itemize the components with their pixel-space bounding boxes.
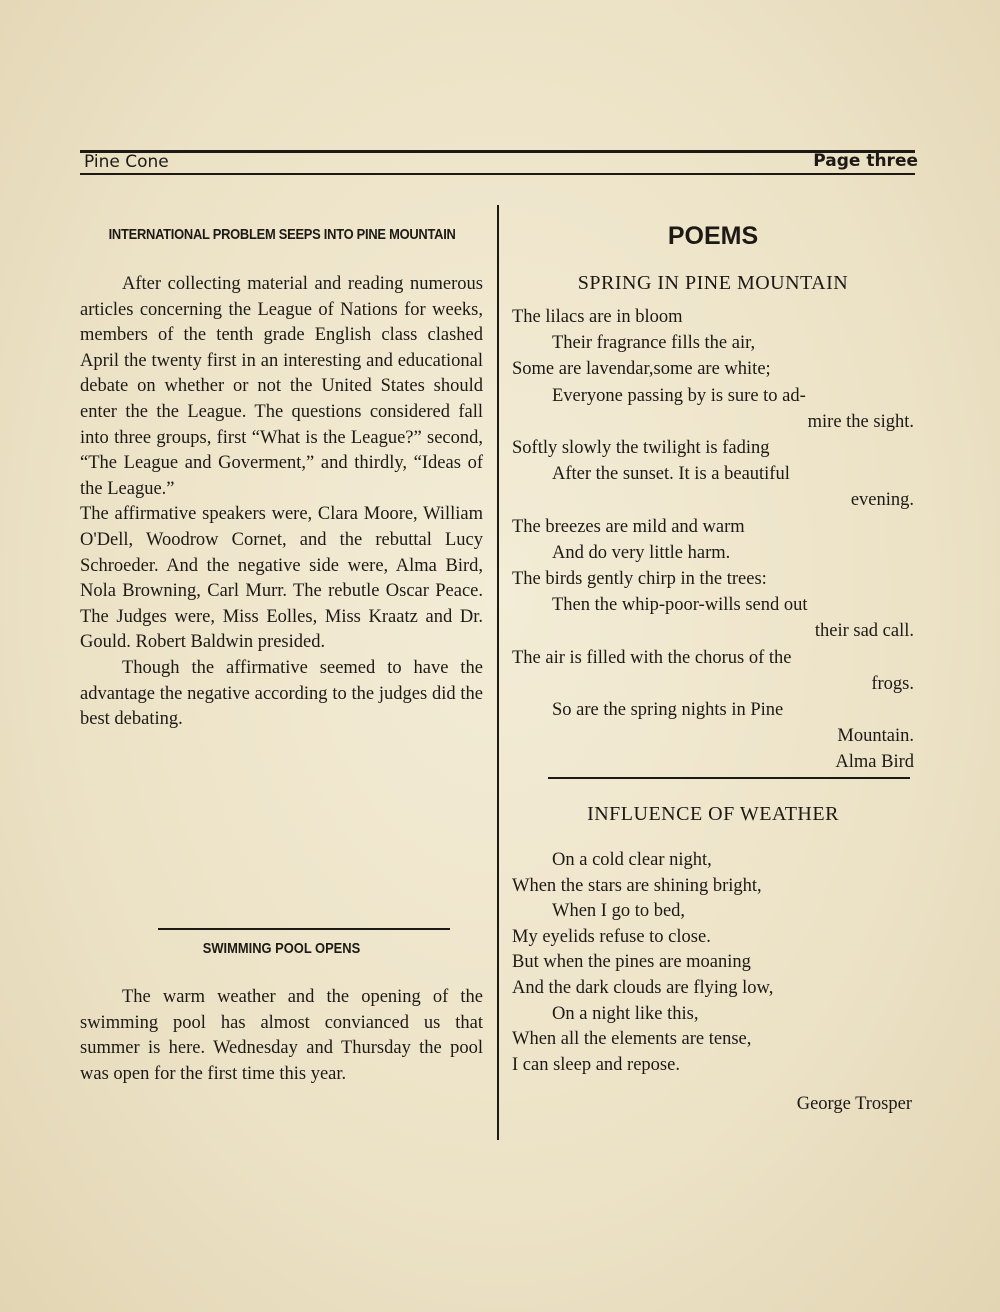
poem-body	[512, 848, 914, 1118]
poem-line: Softly slowly the twilight is fading	[512, 438, 770, 459]
poem-line: And the dark clouds are flying low,	[512, 977, 774, 998]
article-paragraph: Though the affirmative seemed to have the advantage the negative according to the judges did the best debating.	[80, 657, 483, 730]
poems-section-title: POEMS	[667, 222, 759, 250]
poem-body	[512, 304, 914, 776]
poem-line: When all the elements are tense,	[512, 1029, 752, 1050]
paper-name: Pine Cone	[84, 152, 169, 172]
poem-line: The air is filled with the chorus of the	[512, 647, 792, 668]
article-separator	[158, 928, 450, 930]
poem-author: Alma Bird	[835, 752, 914, 773]
poem-line: evening.	[850, 490, 914, 511]
poem-line: The lilacs are in bloom	[512, 307, 683, 327]
poem-line: Everyone passing by is sure to ad-	[552, 385, 806, 406]
poem-line: The breezes are mild and warm	[512, 516, 745, 537]
poem-line: Some are lavendar,some are white;	[512, 359, 771, 380]
header-underline	[80, 173, 915, 175]
column-divider	[497, 205, 499, 1140]
article-headline: INTERNATIONAL PROBLEM SEEPS INTO PINE MOUNTAIN	[108, 226, 456, 243]
article-headline: SWIMMING POOL OPENS	[202, 940, 361, 957]
poem-line: Then the whip-poor-wills send out	[552, 595, 808, 616]
poem-line: On a cold clear night,	[552, 850, 712, 870]
article-paragraph: The affirmative speakers were, Clara Moore, William O'Dell, Woodrow Cornet, and the rebuttal Lucy Schroeder. And the negative side were, Alma Bird, Nola Browning, Carl Murr. The rebutle Oscar Peace. The Judges were, Miss Eolles, Miss Kraatz and Dr. Gould. Robert Baldwin presided.	[80, 504, 483, 653]
poem-line: Their fragrance fills the air,	[552, 333, 756, 354]
poem-line: My eyelids refuse to close.	[512, 926, 711, 947]
poem-author: George Trosper	[796, 1094, 912, 1115]
poem-line: The birds gently chirp in the trees:	[512, 569, 767, 590]
poem-title: SPRING IN PINE MOUNTAIN	[577, 272, 849, 294]
header-rule	[80, 150, 915, 153]
poem-line: their sad call.	[814, 621, 914, 642]
poem-line: On a night like this,	[552, 1003, 699, 1024]
poem-line: Mountain.	[837, 726, 914, 747]
poem-line: After the sunset. It is a beautiful	[552, 464, 790, 485]
poem-line: frogs.	[871, 673, 914, 694]
poem-line: And do very little harm.	[552, 542, 731, 563]
page-label: Page three	[813, 151, 918, 171]
article-body	[80, 272, 483, 733]
poem-line: So are the spring nights in Pine	[552, 700, 784, 721]
poem-line: When the stars are shining bright,	[512, 875, 762, 896]
article-paragraph: The warm weather and the opening of the swimming pool has almost convianced us that summer is here. Wednesday and Thursday the pool was open for the first time this year.	[80, 987, 483, 1084]
poem-line: I can sleep and repose.	[512, 1054, 680, 1075]
poem-line: But when the pines are moaning	[512, 952, 751, 973]
poem-line: When I go to bed,	[552, 901, 686, 922]
article-body	[80, 985, 483, 1087]
article-paragraph: After collecting material and reading numerous articles concerning the League of Nations for weeks, members of the tenth grade English class clashed April the twenty first in an interesting and educational debate on whether or not the United States should enter the the League. The questions considered fall into three groups, first “What is the League?” second, “The League and Goverment,” and thirdly, “Ideas of the League.”	[80, 274, 483, 499]
poem-title: INFLUENCE OF WEATHER	[587, 803, 839, 825]
poem-line: mire the sight.	[807, 411, 914, 432]
poem-separator	[548, 777, 910, 779]
